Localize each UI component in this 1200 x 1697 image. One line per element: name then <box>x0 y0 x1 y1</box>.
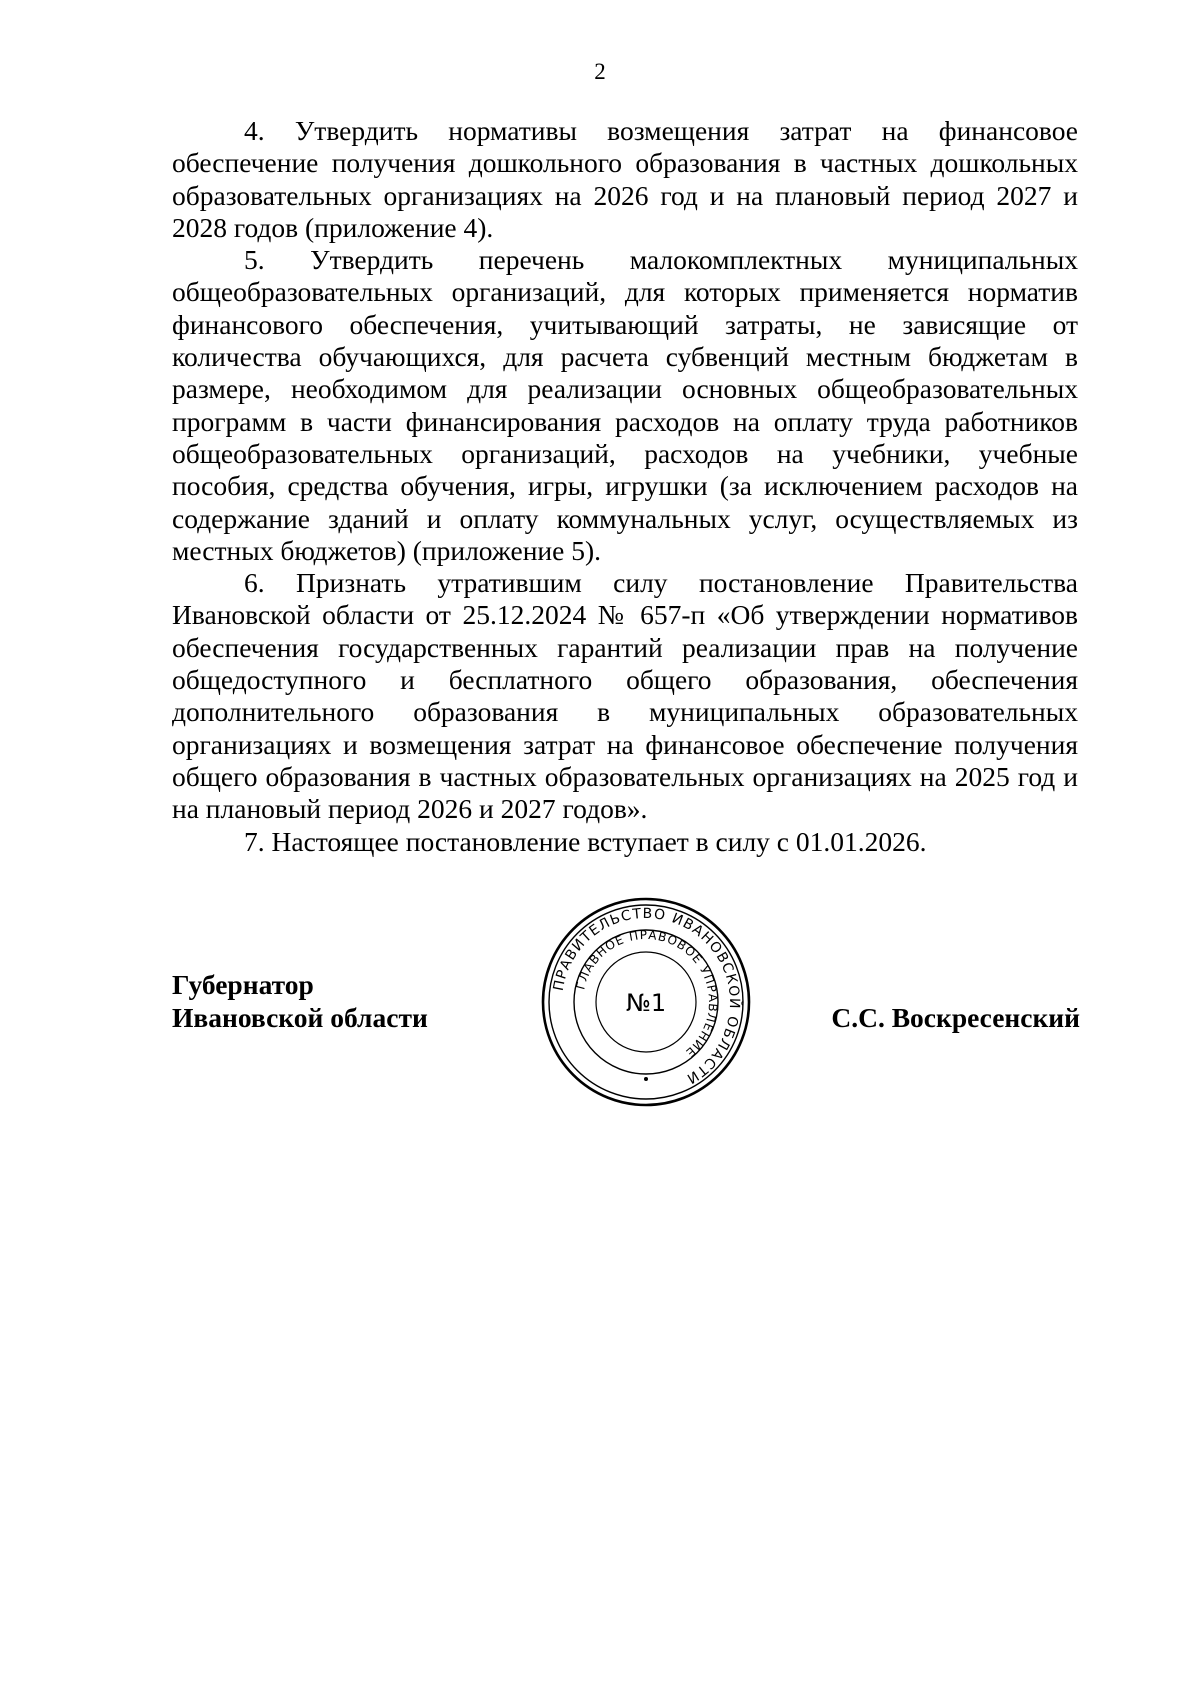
official-seal <box>538 894 754 1110</box>
paragraph-item-5: 5. Утвердить перечень малокомплектных муниципальных общеобразовательных организаций, для которых применяется норматив финансового обеспечения, учитывающий затраты, не зависящие от количества обучающихся, для расчета субвенций местным бюджетам в размере, необходимом для реализации основных общеобразовательных программ в части финансирования расходов на оплату труда работников общеобразовательных организаций, расходов на учебники, учебные пособия, средства обучения, игры, игрушки (за исключением расходов на содержание зданий и оплату коммунальных услуг, осуществляемых из местных бюджетов) (приложение 5). <box>172 244 1078 566</box>
document-body <box>172 115 1078 858</box>
seal-inner-text: ГЛАВНОЕ ПРАВОВОЕ УПРАВЛЕНИЕ <box>573 927 721 1061</box>
seal-dot <box>644 1077 648 1081</box>
signatory-position <box>172 968 428 1034</box>
seal-center-text: №1 <box>625 989 667 1017</box>
page-number: 2 <box>594 59 606 84</box>
seal-graphic <box>538 894 754 1110</box>
paragraph-item-6: 6. Признать утратившим силу постановление Правительства Ивановской области от 25.12.2024 № 657-п «Об утверждении нормативов обеспечения государственных гарантий реализации прав на получение общедоступного и бесплатного общего образования, обеспечения дополнительного образования в муниципальных образовательных организациях и возмещения затрат на финансовое обеспечение получения общего образования в частных образовательных организациях на 2025 год и на плановый период 2026 и 2027 годов». <box>172 567 1078 825</box>
seal-outer-text: ПРАВИТЕЛЬСТВО ИВАНОВСКОЙ ОБЛАСТИ <box>550 905 743 1087</box>
signatory-position-line2: Ивановской области <box>172 1002 428 1033</box>
signatory-name: С.С. Воскресенский <box>831 1002 1080 1033</box>
paragraph-item-4: 4. Утвердить нормативы возмещения затрат на финансовое обеспечение получения дошкольного образования в частных дошкольных образовательных организациях на 2026 год и на плановый период 2027 и 2028 годов (приложение 4). <box>172 115 1078 243</box>
signatory-position-line1: Губернатор <box>172 969 314 1000</box>
paragraph-item-7: 7. Настоящее постановление вступает в силу с 01.01.2026. <box>244 825 927 857</box>
